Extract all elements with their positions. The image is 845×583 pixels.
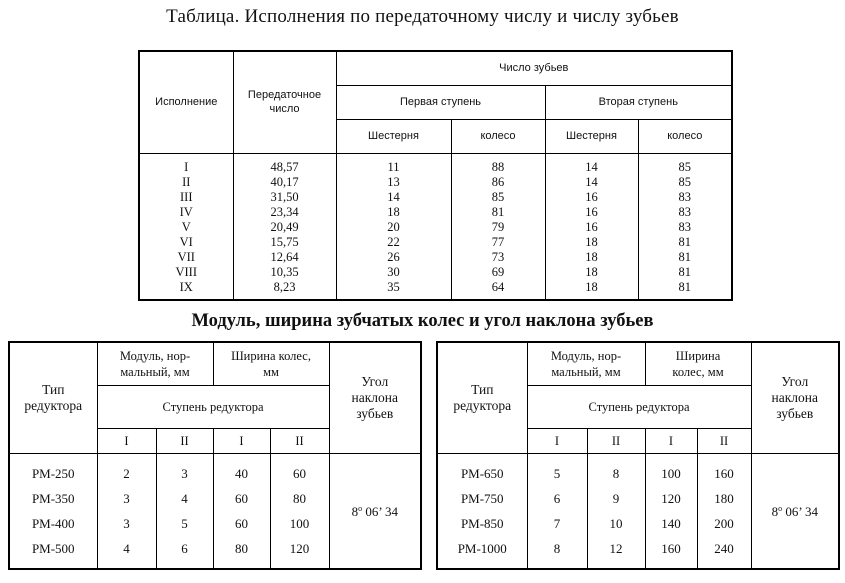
header-width-line1: Ширина колес, bbox=[231, 348, 311, 363]
cell-m2: 10 bbox=[587, 512, 645, 537]
cell-p1: 26 bbox=[336, 250, 451, 265]
header-module-stage-1: I bbox=[527, 428, 587, 453]
header-stage: Ступень редуктора bbox=[527, 385, 751, 428]
table1-title: Таблица. Исполнения по передаточному числу и числу зубьев bbox=[166, 6, 679, 27]
cell-m1: 5 bbox=[527, 453, 587, 487]
cell-ratio: 40,17 bbox=[233, 175, 336, 190]
header-teeth: Число зубьев bbox=[336, 51, 732, 85]
cell-b1: 40 bbox=[213, 453, 270, 487]
header-type-line2: редуктора bbox=[24, 397, 83, 413]
header-angle-line1: Угол bbox=[361, 373, 389, 389]
table-row bbox=[139, 265, 732, 280]
header-module-line1: Модуль, нор- bbox=[119, 348, 191, 363]
cell-m2: 12 bbox=[587, 537, 645, 569]
cell-w1: 88 bbox=[451, 153, 545, 175]
cell-b1: 120 bbox=[645, 487, 697, 512]
header-angle-line2: наклона bbox=[771, 389, 818, 405]
cell-p2: 14 bbox=[545, 153, 638, 175]
cell-p1: 20 bbox=[336, 220, 451, 235]
cell-type: РМ-750 bbox=[437, 487, 527, 512]
cell-w2: 83 bbox=[638, 205, 732, 220]
cell-exec: I bbox=[139, 153, 233, 175]
header-angle-line3: зубьев bbox=[356, 405, 394, 421]
cell-w2: 85 bbox=[638, 153, 732, 175]
table-row bbox=[139, 190, 732, 205]
cell-type: РМ-1000 bbox=[437, 537, 527, 569]
cell-b1: 140 bbox=[645, 512, 697, 537]
cell-b2: 100 bbox=[270, 512, 329, 537]
header-width-stage-1: I bbox=[645, 428, 697, 453]
cell-p2: 18 bbox=[545, 235, 638, 250]
cell-m2: 5 bbox=[156, 512, 213, 537]
header-stage1: Первая ступень bbox=[336, 85, 545, 119]
cell-m1: 2 bbox=[97, 453, 156, 487]
header-width-stage-2: II bbox=[270, 428, 329, 453]
header-angle bbox=[751, 342, 839, 453]
cell-ratio: 48,57 bbox=[233, 153, 336, 175]
header-pinion-2: Шестерня bbox=[545, 119, 638, 153]
table-row bbox=[139, 175, 732, 190]
header-stage: Ступень редуктора bbox=[97, 385, 329, 428]
cell-m1: 7 bbox=[527, 512, 587, 537]
cell-w1: 77 bbox=[451, 235, 545, 250]
cell-p2: 16 bbox=[545, 220, 638, 235]
cell-b1: 100 bbox=[645, 453, 697, 487]
header-module bbox=[527, 342, 645, 385]
angle-value bbox=[751, 453, 839, 569]
cell-b2: 180 bbox=[697, 487, 751, 512]
cell-m1: 4 bbox=[97, 537, 156, 569]
cell-exec: VI bbox=[139, 235, 233, 250]
table-row bbox=[9, 453, 421, 487]
table-row bbox=[139, 235, 732, 250]
cell-w2: 81 bbox=[638, 280, 732, 300]
cell-w1: 85 bbox=[451, 190, 545, 205]
cell-p2: 16 bbox=[545, 205, 638, 220]
angle-degree-sign: о bbox=[358, 504, 363, 513]
cell-exec: III bbox=[139, 190, 233, 205]
cell-ratio: 10,35 bbox=[233, 265, 336, 280]
reducer-table-right bbox=[436, 341, 840, 570]
cell-m2: 8 bbox=[587, 453, 645, 487]
cell-w1: 81 bbox=[451, 205, 545, 220]
cell-w1: 73 bbox=[451, 250, 545, 265]
cell-ratio: 15,75 bbox=[233, 235, 336, 250]
header-type-line1: Тип bbox=[42, 381, 65, 397]
cell-b1: 60 bbox=[213, 487, 270, 512]
header-module-stage-1: I bbox=[97, 428, 156, 453]
header-width bbox=[645, 342, 751, 385]
cell-b2: 80 bbox=[270, 487, 329, 512]
header-type-line2: редуктора bbox=[453, 397, 512, 413]
cell-p1: 13 bbox=[336, 175, 451, 190]
header-type-line1: Тип bbox=[471, 381, 494, 397]
header-module-line2: мальный, мм bbox=[120, 364, 190, 379]
table-row bbox=[437, 453, 839, 487]
cell-ratio: 31,50 bbox=[233, 190, 336, 205]
header-module-line1: Модуль, нор- bbox=[550, 348, 622, 363]
header-ratio bbox=[233, 51, 336, 153]
header-angle-line3: зубьев bbox=[776, 405, 814, 421]
cell-exec: VII bbox=[139, 250, 233, 265]
cell-p2: 18 bbox=[545, 250, 638, 265]
header-width-stage-1: I bbox=[213, 428, 270, 453]
header-angle-line2: наклона bbox=[351, 389, 398, 405]
angle-degrees: 8 bbox=[351, 504, 359, 519]
cell-b1: 60 bbox=[213, 512, 270, 537]
table-row bbox=[139, 250, 732, 265]
cell-type: РМ-850 bbox=[437, 512, 527, 537]
cell-w2: 83 bbox=[638, 220, 732, 235]
header-ratio-line1: Передаточное bbox=[247, 89, 322, 102]
header-angle-line1: Угол bbox=[781, 373, 809, 389]
cell-m2: 4 bbox=[156, 487, 213, 512]
cell-exec: IX bbox=[139, 280, 233, 300]
header-width-stage-2: II bbox=[697, 428, 751, 453]
cell-ratio: 8,23 bbox=[233, 280, 336, 300]
table-row bbox=[139, 280, 732, 300]
header-width-line1: Ширина bbox=[675, 348, 721, 363]
cell-p1: 14 bbox=[336, 190, 451, 205]
cell-ratio: 12,64 bbox=[233, 250, 336, 265]
cell-m2: 9 bbox=[587, 487, 645, 512]
cell-m1: 8 bbox=[527, 537, 587, 569]
angle-minutes-seconds: 06’ 34 bbox=[782, 504, 818, 519]
cell-p1: 22 bbox=[336, 235, 451, 250]
header-width bbox=[213, 342, 329, 385]
header-width-line2: мм bbox=[263, 364, 279, 379]
cell-p1: 18 bbox=[336, 205, 451, 220]
cell-b2: 240 bbox=[697, 537, 751, 569]
cell-p2: 14 bbox=[545, 175, 638, 190]
table-row bbox=[139, 220, 732, 235]
cell-m1: 6 bbox=[527, 487, 587, 512]
header-type bbox=[9, 342, 97, 453]
cell-b2: 60 bbox=[270, 453, 329, 487]
cell-m1: 3 bbox=[97, 487, 156, 512]
cell-type: РМ-350 bbox=[9, 487, 97, 512]
angle-value bbox=[329, 453, 421, 569]
header-module-stage-2: II bbox=[587, 428, 645, 453]
cell-m2: 3 bbox=[156, 453, 213, 487]
cell-exec: V bbox=[139, 220, 233, 235]
cell-type: РМ-500 bbox=[9, 537, 97, 569]
header-angle bbox=[329, 342, 421, 453]
cell-b2: 120 bbox=[270, 537, 329, 569]
cell-p2: 16 bbox=[545, 190, 638, 205]
ratio-teeth-table bbox=[138, 50, 733, 301]
header-stage2: Вторая ступень bbox=[545, 85, 732, 119]
cell-ratio: 23,34 bbox=[233, 205, 336, 220]
cell-exec: IV bbox=[139, 205, 233, 220]
cell-w2: 81 bbox=[638, 235, 732, 250]
cell-b1: 80 bbox=[213, 537, 270, 569]
cell-b2: 160 bbox=[697, 453, 751, 487]
reducer-table-left bbox=[8, 341, 422, 570]
header-execution: Исполнение bbox=[139, 51, 233, 153]
cell-exec: II bbox=[139, 175, 233, 190]
cell-ratio: 20,49 bbox=[233, 220, 336, 235]
cell-type: РМ-400 bbox=[9, 512, 97, 537]
cell-p2: 18 bbox=[545, 265, 638, 280]
table2-title: Модуль, ширина зубчатых колес и угол наклона зубьев bbox=[191, 311, 654, 331]
cell-type: РМ-250 bbox=[9, 453, 97, 487]
cell-w2: 83 bbox=[638, 190, 732, 205]
cell-p1: 30 bbox=[336, 265, 451, 280]
cell-w1: 79 bbox=[451, 220, 545, 235]
cell-m1: 3 bbox=[97, 512, 156, 537]
header-ratio-line2: число bbox=[269, 103, 300, 116]
cell-p2: 18 bbox=[545, 280, 638, 300]
header-module bbox=[97, 342, 213, 385]
cell-m2: 6 bbox=[156, 537, 213, 569]
cell-w1: 86 bbox=[451, 175, 545, 190]
cell-w2: 81 bbox=[638, 250, 732, 265]
cell-b1: 160 bbox=[645, 537, 697, 569]
cell-w2: 81 bbox=[638, 265, 732, 280]
cell-w1: 69 bbox=[451, 265, 545, 280]
header-module-stage-2: II bbox=[156, 428, 213, 453]
table-row bbox=[139, 153, 732, 175]
header-type bbox=[437, 342, 527, 453]
cell-exec: VIII bbox=[139, 265, 233, 280]
header-pinion-1: Шестерня bbox=[336, 119, 451, 153]
table-row bbox=[139, 205, 732, 220]
cell-type: РМ-650 bbox=[437, 453, 527, 487]
header-module-line2: мальный, мм bbox=[551, 364, 621, 379]
angle-degrees: 8 bbox=[771, 504, 779, 519]
cell-w2: 85 bbox=[638, 175, 732, 190]
angle-minutes-seconds: 06’ 34 bbox=[362, 504, 398, 519]
angle-degree-sign: о bbox=[778, 504, 783, 513]
header-wheel-2: колесо bbox=[638, 119, 732, 153]
cell-b2: 200 bbox=[697, 512, 751, 537]
cell-p1: 11 bbox=[336, 153, 451, 175]
cell-w1: 64 bbox=[451, 280, 545, 300]
header-width-line2: колес, мм bbox=[672, 364, 724, 379]
cell-p1: 35 bbox=[336, 280, 451, 300]
header-wheel-1: колесо bbox=[451, 119, 545, 153]
